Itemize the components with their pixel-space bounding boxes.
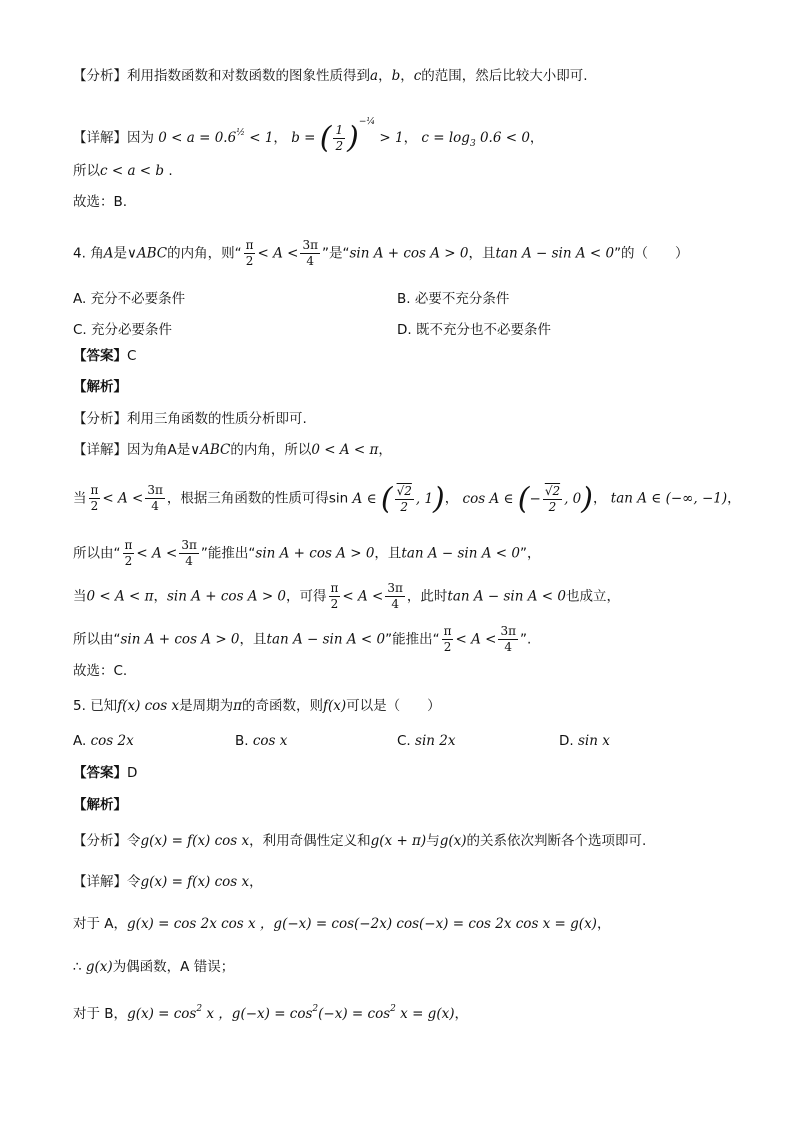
frac-pi-2: $\frac{\pi}{2}$	[245, 238, 254, 268]
detail-text: 所以由“	[73, 545, 121, 562]
q5-detail-2	[73, 914, 610, 934]
math-c-value: $c = \log_3 0.6 < 0$	[421, 130, 530, 149]
analysis-text: 与	[426, 833, 440, 849]
detail-label: 【详解】	[73, 874, 127, 890]
detail-text: ，	[596, 916, 611, 932]
analysis-label: 【分析】	[73, 411, 127, 427]
option-c: C. 充分必要条件	[73, 322, 173, 338]
math-lt: < A <	[257, 245, 299, 262]
math-gx: g(x)	[85, 959, 113, 975]
q5-jiexi-line	[73, 795, 127, 815]
frac-3pi-4: $\frac{3\pi}{4}$	[147, 483, 163, 513]
detail-text: 因为角A是	[127, 442, 191, 458]
math-lt: < A <	[342, 588, 384, 605]
math-lt: < A <	[136, 545, 178, 562]
detail-text: ，可得	[286, 588, 327, 605]
q5-analysis	[73, 831, 646, 851]
q5-option-c	[397, 733, 455, 749]
detail-label: 【详解】	[73, 442, 127, 458]
detail-text: 对于 B，	[73, 1006, 128, 1022]
analysis-text: 利用三角函数的性质分析即可.	[127, 411, 307, 427]
detail-text: ，	[727, 490, 741, 507]
stem-part: 是	[113, 245, 127, 262]
answer-value: D	[127, 765, 138, 781]
stem-part: ，且	[468, 245, 496, 262]
detail-text: ”能推出“	[200, 545, 256, 562]
q4-detail-1: 【详解】因为角A是∨ABC的内角，所以0 < A < π，	[73, 442, 392, 458]
math-fx: f(x)	[323, 698, 347, 714]
answer-line	[73, 346, 136, 366]
math-gdef: g(x) = f(x) cos x	[140, 833, 250, 849]
question-number: 5.	[73, 698, 86, 714]
option-d: D. 既不充分也不必要条件	[397, 322, 551, 338]
math-cos-range: cos A ∈ (− $\frac{√2}{2}$ , 0)	[462, 481, 593, 516]
stem-part: 的内角，则“	[167, 245, 242, 262]
question-4-stem	[73, 238, 689, 269]
analysis-text: ，利用奇偶性定义和	[249, 833, 371, 849]
math-lt: < A <	[102, 490, 144, 507]
answer-label: 【答案】	[73, 765, 127, 781]
detail-text: 当	[73, 588, 87, 605]
q4-analysis	[73, 409, 307, 429]
answer-label: 【答案】	[73, 348, 127, 364]
math-tan-range: tan A ∈ (−∞, −1)	[610, 490, 728, 507]
detail-text: ”.	[519, 631, 532, 648]
sin-text: sin	[328, 490, 349, 507]
detail-text: 当	[73, 490, 87, 507]
q5-option-a	[73, 733, 134, 749]
q4-end	[73, 661, 127, 681]
q5-detail-4	[73, 999, 468, 1024]
question-number: 4.	[73, 245, 86, 262]
math-case-a: g(x) = cos 2x cos x ，g(−x) = cos(−2x) cos(−x) = cos 2x cos x = g(x)	[127, 916, 597, 932]
choice-text: 故选：C.	[73, 663, 128, 679]
math-case-b: $g(x) = \cos^2 x$ ，$g(-x) = \cos^2(-x) = \cos^2 x = g(x)$	[127, 1004, 455, 1022]
frac-3pi-4: $\frac{3\pi}{4}$	[181, 538, 197, 568]
option-value: cos 2x	[90, 733, 134, 749]
frac-3pi-4: $\frac{3\pi}{4}$	[500, 624, 516, 654]
math-range: 0 < A < π	[86, 588, 154, 605]
jiexi-label: 【解析】	[73, 797, 127, 813]
option-value: sin 2x	[415, 733, 456, 749]
stem-part: ”的（ ）	[614, 245, 689, 262]
option-letter: D.	[559, 733, 574, 749]
detail-text: ，此时	[406, 588, 448, 605]
math-triangle: ∨ABC	[190, 442, 231, 458]
analysis-text: 的关系依次判断各个选项即可.	[466, 833, 647, 849]
analysis-text: 利用指数函数和对数函数的图象性质得到	[127, 68, 370, 84]
stem-part: 是周期为	[179, 698, 234, 714]
detail-line-1: 【详解】因为 $0 < a = 0.6^{\frac{1}{2}} < 1$， b = ( $\frac{1}{2}$ )$^{-\frac{1}{4}}$ > 1， $c = \log_3 0.6 < 0$，	[73, 117, 544, 156]
detail-text: ，且	[374, 545, 402, 562]
q4-detail-5	[73, 624, 531, 655]
option-letter: C.	[397, 733, 411, 749]
detail-text: 为偶函数，A 错误；	[112, 959, 235, 975]
math-c: c	[413, 68, 422, 84]
math-sin-cos: sin A + cos A > 0	[349, 245, 469, 262]
math-lt: < A <	[455, 631, 497, 648]
frac-pi-2: $\frac{\pi}{2}$	[90, 483, 99, 513]
stem-part: 角	[90, 245, 104, 262]
math-sin-cos: sin A + cos A > 0	[167, 588, 287, 605]
detail-text: 对于 A，	[73, 916, 128, 932]
analysis-label: 【分析】	[73, 833, 127, 849]
math-gdef: g(x) = f(x) cos x	[140, 874, 250, 890]
math-sin-cos: sin A + cos A > 0	[255, 545, 375, 562]
frac-3pi-4: $\frac{3\pi}{4}$	[387, 581, 403, 611]
conclusion-text: 所以	[73, 163, 100, 179]
question-5-stem	[73, 696, 441, 716]
math-b-value: b = ( $\frac{1}{2}$ )$^{-\frac{1}{4}}$ > 1	[291, 117, 404, 156]
detail-text: ”能推出“	[385, 631, 440, 648]
math-range: 0 < A < π	[311, 442, 379, 458]
math-tan-sin: tan A − sin A < 0	[266, 631, 386, 648]
math-fcos: f(x) cos x	[117, 698, 180, 714]
math-tan-sin: tan A − sin A < 0	[401, 545, 520, 562]
analysis-text: 令	[127, 833, 141, 849]
detail-text: ，	[454, 1006, 468, 1022]
option-value: cos x	[252, 733, 288, 749]
option-letter: B.	[235, 733, 249, 749]
detail-text: 令	[127, 874, 141, 890]
detail-text: 因为	[127, 130, 154, 146]
math-b: b	[391, 68, 401, 84]
jiexi-line	[73, 377, 127, 397]
math-abc: a	[370, 68, 379, 84]
detail-text: 所以由“	[73, 631, 121, 648]
answer-value: C	[127, 348, 137, 364]
detail-text: 的内角，所以	[230, 442, 312, 458]
q5-option-d	[559, 733, 610, 749]
choice-text: 故选：B.	[73, 194, 128, 210]
math-pi: π	[233, 698, 243, 714]
stem-part: ”是“	[321, 245, 350, 262]
conclusion-line: 所以c < a < b .	[73, 163, 173, 179]
math-tan-sin: tan A − sin A < 0	[447, 588, 566, 605]
math-order: c < a < b	[100, 163, 165, 179]
math-a-range: $0 < a = 0.6^{\frac{1}{2}} < 1$	[158, 128, 274, 146]
math-sin-cos: sin A + cos A > 0	[120, 631, 240, 648]
analysis-tail: 的范围，然后比较大小即可.	[421, 68, 588, 84]
math-gx: g(x)	[439, 833, 467, 849]
therefore-symbol: ∴	[73, 959, 82, 975]
frac-pi-2: $\frac{\pi}{2}$	[124, 538, 133, 568]
q4-detail-4	[73, 581, 620, 612]
math-sin-range: A ∈ ( $\frac{√2}{2}$ , 1)	[348, 481, 445, 516]
detail-text: ”，	[519, 545, 541, 562]
option-a: A. 充分不必要条件	[73, 291, 186, 307]
stem-part: 的奇函数，则	[242, 698, 324, 714]
q5-option-b	[235, 733, 287, 749]
q5-detail-1	[73, 872, 263, 892]
math-triangle: ∨ABC	[126, 245, 168, 262]
detail-text: ，	[153, 588, 167, 605]
option-b: B. 必要不充分条件	[397, 291, 510, 307]
analysis-label: 【分析】	[73, 68, 127, 84]
option-letter: A.	[73, 733, 87, 749]
frac-pi-2: $\frac{\pi}{2}$	[443, 624, 452, 654]
frac-3pi-4: $\frac{3\pi}{4}$	[302, 238, 318, 268]
detail-text: ，根据三角函数的性质可得	[166, 490, 329, 507]
jiexi-label: 【解析】	[73, 379, 127, 395]
detail-text: ，	[249, 874, 263, 890]
math-gshift: g(x + π)	[370, 833, 427, 849]
analysis-line-1: 【分析】利用指数函数和对数函数的图象性质得到a，b，c的范围，然后比较大小即可.	[73, 68, 588, 84]
stem-part: 已知	[90, 698, 118, 714]
detail-text: 也成立，	[565, 588, 620, 605]
q4-detail-2: 当 $\frac{\pi}{2}$ < A < $\frac{3\pi}{4}$ ，根据三角函数的性质可得sin A ∈ ( $\frac{√2}{2}$ , 1)， cos A ∈ (− $\frac{√2}{2}$ , 0)， tan A ∈ (−∞, −1)，	[73, 481, 741, 516]
detail-text: ，且	[239, 631, 267, 648]
q4-detail-3	[73, 538, 540, 569]
frac-pi-2: $\frac{\pi}{2}$	[330, 581, 339, 611]
stem-part: 可以是（ ）	[346, 698, 441, 714]
math-A: A	[103, 245, 114, 262]
option-value: sin x	[577, 733, 610, 749]
q5-answer-line	[73, 763, 137, 783]
math-tan-sin: tan A − sin A < 0	[495, 245, 615, 262]
detail-label: 【详解】	[73, 130, 127, 146]
choice-line	[73, 192, 127, 212]
q5-detail-3	[73, 957, 234, 977]
